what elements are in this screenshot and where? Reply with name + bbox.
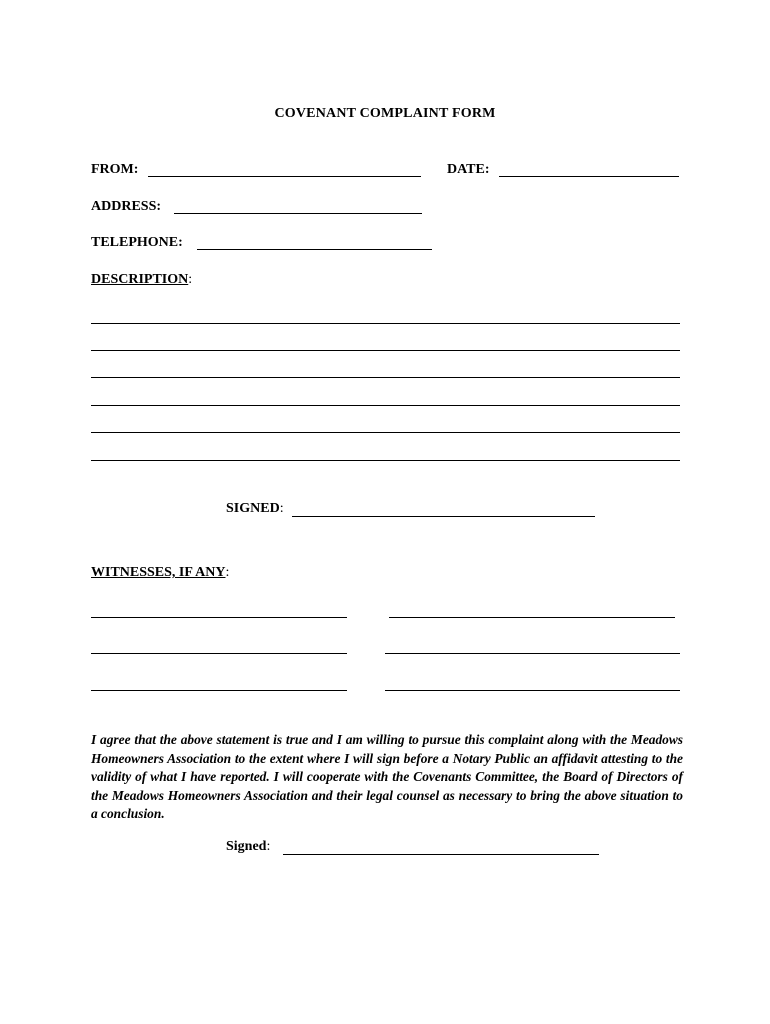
witnesses-colon: : — [225, 565, 230, 580]
description-line-1[interactable] — [91, 323, 680, 324]
witnesses-label: WITNESSES, IF ANY — [91, 565, 226, 580]
description-label: DESCRIPTION — [91, 272, 189, 287]
signed-heading — [226, 501, 284, 517]
witness-line-2-left[interactable] — [91, 653, 347, 654]
description-line-5[interactable] — [91, 432, 680, 433]
from-label: FROM: — [91, 162, 139, 177]
date-field[interactable] — [499, 176, 679, 177]
signed-field[interactable] — [292, 516, 595, 517]
description-line-6[interactable] — [91, 460, 680, 461]
description-line-2[interactable] — [91, 350, 680, 351]
witness-line-1-right[interactable] — [389, 617, 675, 618]
witnesses-heading — [91, 565, 229, 581]
telephone-label: TELEPHONE: — [91, 235, 183, 250]
from-field[interactable] — [148, 176, 421, 177]
witness-line-3-left[interactable] — [91, 690, 347, 691]
witness-line-1-left[interactable] — [91, 617, 347, 618]
witness-line-2-right[interactable] — [385, 653, 680, 654]
date-label: DATE: — [447, 162, 490, 177]
witness-line-3-right[interactable] — [385, 690, 680, 691]
form-title: COVENANT COMPLAINT FORM — [274, 106, 496, 121]
description-line-4[interactable] — [91, 405, 680, 406]
telephone-field[interactable] — [197, 249, 432, 250]
address-label: ADDRESS: — [91, 199, 162, 214]
agreement-statement: I agree that the above statement is true and I am willing to pursue this complaint along with the Meadows Homeowners Association to the extent where I will sign before a Notary Public an affidavit attesting to the validity of what I have reported. I will cooperate with the Covenants Committee, the Board of Directors of the Meadows Homeowners Association and their legal counsel as necessary to bring the above situation to a conclusion. — [91, 732, 683, 822]
description-line-3[interactable] — [91, 377, 680, 378]
address-field[interactable] — [174, 213, 422, 214]
final-signed-label: Signed — [226, 839, 267, 854]
signed-colon: : — [279, 501, 284, 516]
description-heading — [91, 272, 192, 288]
final-signed-field[interactable] — [283, 854, 599, 855]
final-signed-colon: : — [266, 839, 271, 854]
description-colon: : — [188, 272, 193, 287]
final-signed-heading — [226, 839, 270, 855]
signed-label: SIGNED — [226, 501, 280, 516]
